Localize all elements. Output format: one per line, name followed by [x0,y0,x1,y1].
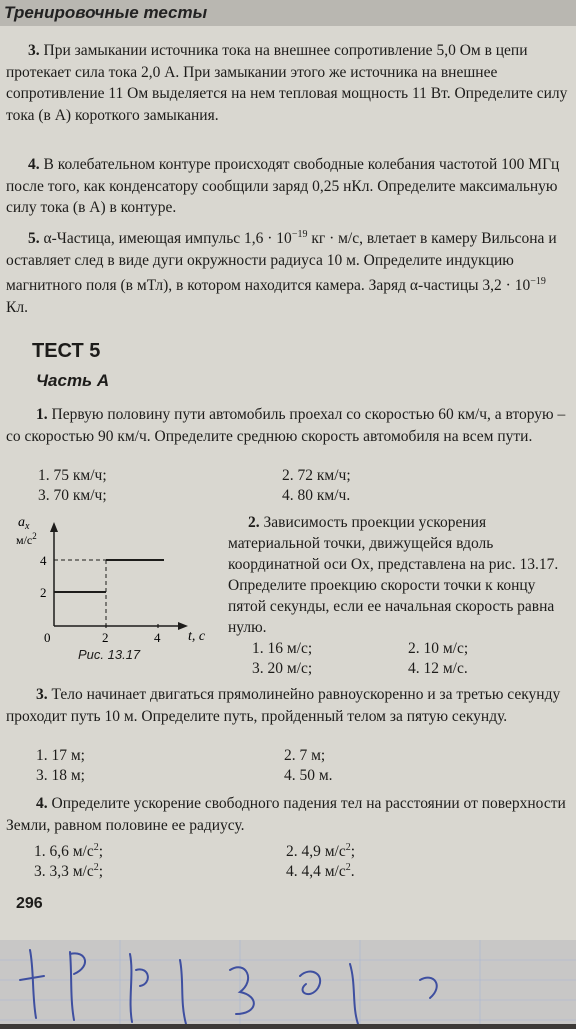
handwriting-scribbles [0,940,576,1024]
problem-4-text: В колебательном контуре происходят свободные колебания частотой 100 МГц после того, как конденсатору сообщили заряд 0,25 нКл. Определите максимальную силу тока (в А) в контуре. [6,156,560,216]
q2-answer-2: 2. 10 м/с; [408,640,469,657]
problem-5 [6,224,568,318]
graph-y-label: $a_x$ [18,516,30,532]
q2-answer-4: 4. 12 м/с. [408,660,468,677]
q4-answer-1: 1. 6,6 $м/с^2$; [34,842,104,861]
graph-x-tick-label-4: 4 [154,630,161,645]
graph-y-unit: $м/с^2$ [16,531,37,547]
q1-answer-1: 1. 75 км/ч; [38,467,107,484]
page-number: 296 [16,895,43,912]
q4-answer-4: 4. 4,4 $м/с^2$. [286,862,355,881]
problem-5-text-c: Кл. [6,298,28,316]
question-1-number: 1. [36,406,48,423]
graph-x-label: t, с [188,629,206,644]
notebook-paper [0,940,576,1024]
question-4-number: 4. [36,795,48,812]
acceleration-graph [14,516,224,646]
q2-answer-3: 3. 20 м/с; [252,660,313,677]
question-2 [228,512,566,638]
q1-answer-3: 3. 70 км/ч; [38,487,107,504]
question-3-text: Тело начинает двигаться прямолинейно равноускоренно и за третью секунду проходит путь 10 м. Определите путь, пройденный телом за пятую секунду. [6,686,561,725]
question-1 [6,404,568,447]
problem-3-number: 3. [28,42,40,59]
q2-answer-1: 1. 16 м/с; [252,640,313,657]
q3-answer-2: 2. 7 м; [284,747,326,764]
question-4 [6,793,568,836]
q4-answer-3: 3. 3,3 $м/с^2$; [34,862,104,881]
figure-caption: Рис. 13.17 [78,647,141,662]
problem-5-text-a: α-Частица, имеющая импульс 1,6 · 10 [43,230,292,248]
graph-y-tick-4: 4 [40,553,47,568]
problem-3-text: При замыкании источника тока на внешнее сопротивление 5,0 Ом в цепи протекает сила тока 2,0 А. При замыкании этого же источника на внешнее сопротивление 11 Ом выделяется на нем тепловая мощность 11 Вт. Определите силу тока (в А) короткого замыкания. [6,42,568,124]
q1-answer-4: 4. 80 км/ч. [282,487,351,504]
graph-x-arrow [178,622,188,630]
q4-answer-2: 2. 4,9 $м/с^2$; [286,842,356,861]
question-2-text: Зависимость проекции ускорения материальной точки, движущейся вдоль координатной оси Ox, представлена на рис. 13.17. Определите проекцию скорости точки к концу пятой секунды, если ее начальная скорость равна нулю. [228,514,559,636]
problem-5-exp-b: −19 [530,276,546,288]
question-4-text: Определите ускорение свободного падения тел на расстоянии от поверхности Земли, равном половине ее радиусу. [6,795,566,834]
graph-x-tick-label-2: 2 [102,630,109,645]
problem-5-text-b: кг · м/с, влетает в камеру Вильсона и оставляет след в виде дуги окружности радиуса 10 м. Определите индукцию магнитного поля (в мТл), в котором находится камера. Заряд α-частицы 3,2 · 10 [6,230,557,295]
graph-x-tick-label-0: 0 [44,630,51,645]
header-bar [0,0,576,26]
part-title: Часть А [36,371,110,390]
problem-3 [6,40,568,126]
q1-answer-2: 2. 72 км/ч; [282,467,351,484]
problem-4 [6,154,568,219]
test-title: ТЕСТ 5 [32,340,101,362]
question-3 [6,684,568,727]
header-title: Тренировочные тесты [4,3,208,22]
problem-5-number: 5. [28,230,40,248]
q3-answer-4: 4. 50 м. [284,767,333,784]
graph-y-arrow [50,522,58,532]
q3-answer-3: 3. 18 м; [36,767,85,784]
question-1-text: Первую половину пути автомобиль проехал со скоростью 60 км/ч, а вторую – со скоростью 90 км/ч. Определите среднюю скорость автомобиля на всем пути. [6,406,566,445]
problem-5-exp-a: −19 [291,229,308,240]
q3-answer-1: 1. 17 м; [36,747,85,764]
problem-4-number: 4. [28,156,40,173]
graph-y-tick-2: 2 [40,585,47,600]
question-3-number: 3. [36,686,48,703]
question-2-number: 2. [248,514,260,531]
